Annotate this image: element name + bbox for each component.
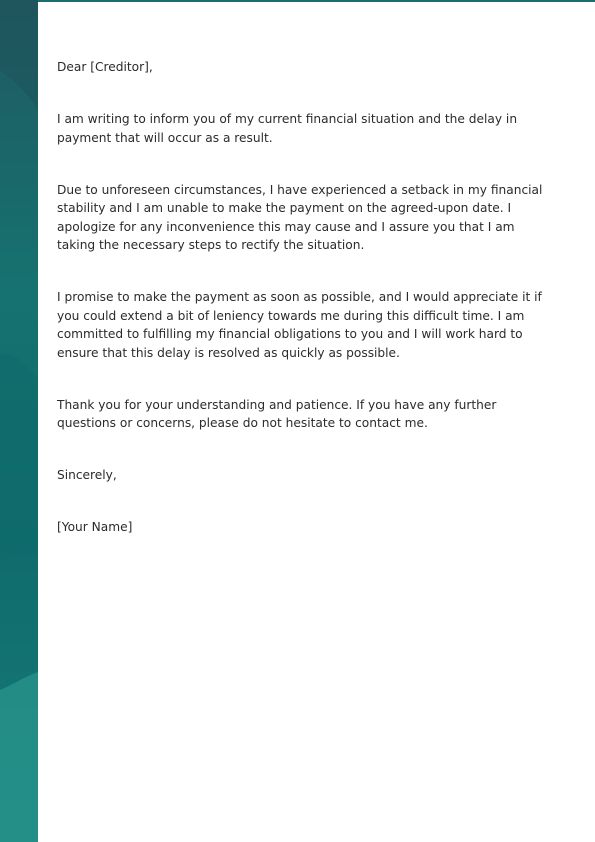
letter-closing: Sincerely, [57,468,117,482]
letter-paragraph: Thank you for your understanding and patience. If you have any further questions or concerns, please do not hesitate to contact me. [57,397,497,430]
letter-body [57,58,545,570]
letter-paragraph: I am writing to inform you of my current financial situation and the delay in payment that will occur as a result. [57,112,518,145]
letter-paragraph: I promise to make the payment as soon as possible, and I would appreciate it if you could extend a bit of leniency towards me during this difficult time. I am committed to fulfilling my financial obligations to you and I will work hard to ensure that this delay is resolved as quickly as possible. [57,290,542,360]
letter-signature: [Your Name] [57,520,133,534]
letter-paragraph: Due to unforeseen circumstances, I have experienced a setback in my financial stability and I am unable to make the payment on the agreed-upon date. I apologize for any inconvenience this may cause and I assure you that I am taking the necessary steps to rectify the situation. [57,182,543,252]
side-band-graphic [0,0,38,842]
decorative-side-band [0,0,38,842]
top-border-line [0,0,595,2]
letter-salutation: Dear [Creditor], [57,60,153,74]
